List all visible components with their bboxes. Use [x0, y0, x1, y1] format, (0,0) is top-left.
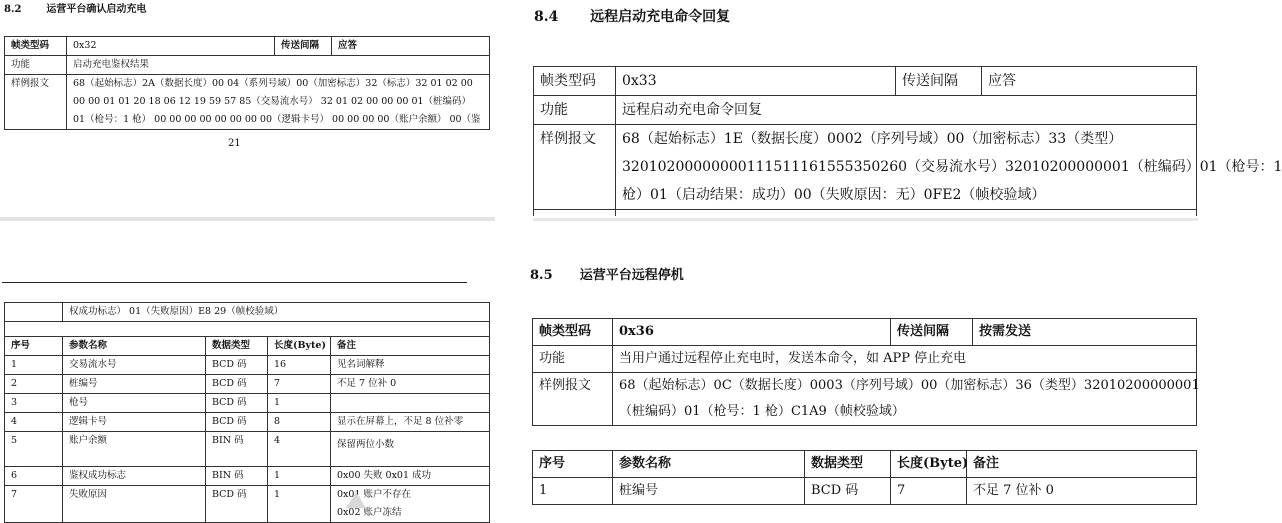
- section-number: 8.5: [530, 268, 553, 283]
- sample-line: 枪）01（启动结果：成功）00（失败原因：无）0FE2（帧校验域）: [622, 187, 1046, 203]
- param-table: [4, 302, 490, 523]
- section-heading: [530, 264, 684, 283]
- sample-line: 00 00 01 01 20 18 06 12 19 59 57 85（交易流水号） 32 01 02 00 00 00 01（桩编码）: [73, 96, 472, 107]
- frame-type-value: 0x33: [616, 67, 896, 96]
- interval-label: 传送间隔: [891, 319, 973, 346]
- table-row: 4 逻辑卡号 BCD 码 8 显示在屏幕上，不足 8 位补零: [5, 413, 490, 432]
- frame-type-value: 0x32: [67, 37, 275, 56]
- table-row: 1 桩编号 BCD 码 7 不足 7 位补 0: [533, 478, 1197, 505]
- table-row: 5 账户余额 BIN 码 4 保留两位小数: [5, 432, 490, 467]
- row-note-extra: 0x02 账户冻结: [337, 507, 402, 518]
- col-header-name: 参数名称: [63, 337, 206, 356]
- param-table: [532, 450, 1197, 505]
- col-header-note: 备注: [331, 337, 490, 356]
- frame-table: [533, 66, 1282, 216]
- col-header-index: 序号: [5, 337, 63, 356]
- sample-label: 样例报文: [5, 75, 67, 130]
- frame-type-label: 帧类型码: [5, 37, 67, 56]
- page-rule: [2, 282, 467, 283]
- continuation-text: 权成功标志） 01（失败原因）E8 29（帧校验域）: [63, 303, 490, 322]
- interval-value: 按需发送: [973, 319, 1197, 346]
- panel-param-table-8-2: [0, 228, 495, 518]
- table-row: 7 失败原因 BCD 码 1 0x01 账户不存在 0x02 账户冻结: [5, 486, 490, 523]
- sample-label: 样例报文: [534, 125, 616, 210]
- frame-table: [532, 318, 1200, 426]
- col-header-note: 备注: [967, 451, 1197, 478]
- interval-label: 传送间隔: [275, 37, 332, 56]
- function-label: 功能: [534, 96, 616, 125]
- function-value: 远程启动充电命令回复: [616, 96, 1197, 125]
- table-row: 6 鉴权成功标志 BIN 码 1 0x00 失败 0x01 成功: [5, 467, 490, 486]
- sample-message: [613, 373, 1200, 426]
- frame-type-label: 帧类型码: [533, 319, 613, 346]
- col-header-length: 长度(Byte): [891, 451, 967, 478]
- function-value: 当用户通过远程停止充电时，发送本命令，如 APP 停止充电: [613, 346, 1197, 373]
- interval-value: 应答: [332, 37, 490, 56]
- scan-artifact: [346, 492, 366, 508]
- frame-type-value: 0x36: [613, 319, 891, 346]
- col-header-length: 长度(Byte): [268, 337, 331, 356]
- sample-line: 68（起始标志）1E（数据长度）0002（序列号域）00（加密标志）33（类型）: [622, 131, 1123, 147]
- page-number: 21: [228, 138, 241, 149]
- col-header-type: 数据类型: [206, 337, 268, 356]
- frame-table: [4, 36, 490, 130]
- col-header-index: 序号: [533, 451, 613, 478]
- sample-line: 68（起始标志）0C（数据长度）0003（序列号域）00（加密标志）36（类型）32010200000001: [619, 378, 1200, 393]
- sample-label: 样例报文: [533, 373, 613, 426]
- section-title: 运营平台远程停机: [579, 268, 684, 283]
- function-label: 功能: [5, 56, 67, 75]
- section-heading: [4, 0, 146, 15]
- section-number: 8.2: [4, 4, 22, 15]
- panel-section-8-4: [520, 0, 1282, 222]
- interval-value: 应答: [982, 67, 1197, 96]
- sample-line: 01（枪号：1 枪） 00 00 00 00 00 00 00 00（逻辑卡号） 00 00 00 00（账户余额） 00（鉴: [73, 114, 481, 125]
- interval-label: 传送间隔: [896, 67, 982, 96]
- table-row: 1 交易流水号 BCD 码 16 见名词解释: [5, 356, 490, 375]
- table-row: 2 桩编号 BCD 码 7 不足 7 位补 0: [5, 375, 490, 394]
- sample-line: （桩编码）01（枪号：1 枪）C1A9（帧校验域）: [619, 404, 905, 419]
- page-divider: [0, 217, 495, 221]
- section-title: 运营平台确认启动充电: [46, 4, 147, 15]
- page-divider: [533, 218, 1198, 221]
- sample-message: [616, 125, 1282, 210]
- section-title: 远程启动充电命令回复: [590, 9, 731, 25]
- function-value: 启动充电鉴权结果: [67, 56, 490, 75]
- sample-message: [67, 75, 490, 130]
- section-number: 8.4: [534, 9, 559, 25]
- col-header-type: 数据类型: [805, 451, 891, 478]
- section-heading: [534, 6, 730, 26]
- frame-type-label: 帧类型码: [534, 67, 616, 96]
- sample-line: 32010200000000111511161555350260（交易流水号）32010200000001（桩编码）01（枪号：1: [622, 159, 1282, 175]
- col-header-name: 参数名称: [613, 451, 805, 478]
- panel-section-8-2: [0, 0, 495, 222]
- table-row: 3 枪号 BCD 码 1: [5, 394, 490, 413]
- function-label: 功能: [533, 346, 613, 373]
- panel-section-8-5: [520, 228, 1200, 508]
- sample-line: 68（起始标志）2A（数据长度）00 04（系列号域）00（加密标志）32（标志）32 01 02 00: [73, 78, 473, 89]
